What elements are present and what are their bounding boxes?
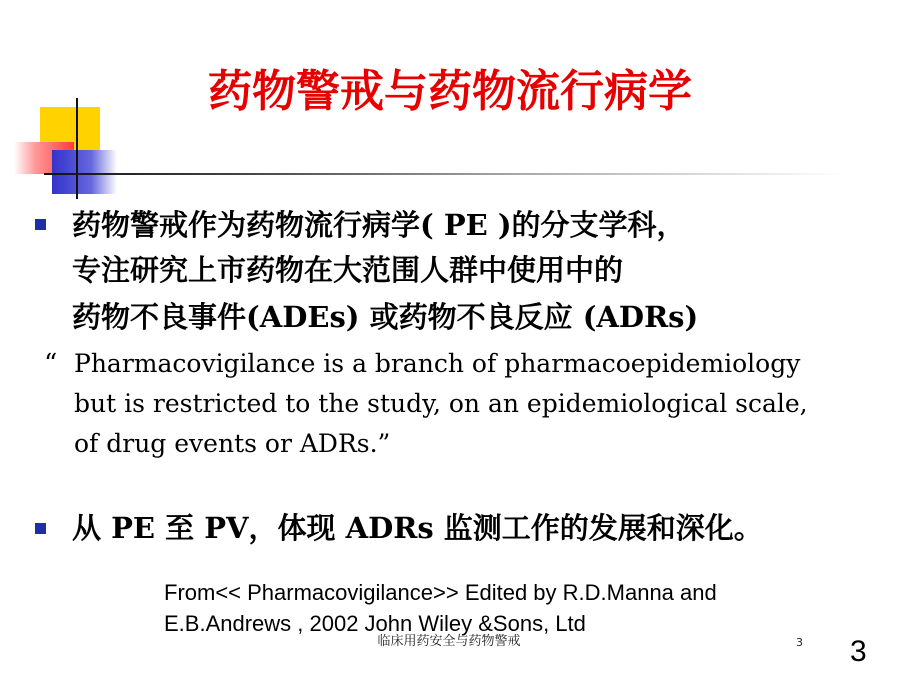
source-line-1: From<< Pharmacovigilance>> Edited by R.D.Manna and	[164, 580, 717, 605]
footer-page-number: 3	[796, 636, 803, 649]
bullet1-line-1: 药物警戒作为药物流行病学( PE )的分支学科，	[72, 208, 686, 242]
decor-vertical-line	[76, 98, 78, 199]
slide-number: 3	[850, 635, 867, 668]
slide-title: 药物警戒与药物流行病学	[208, 66, 692, 117]
bullet-square-icon	[35, 219, 46, 230]
footer-text: 临床用药安全与药物警戒	[377, 634, 521, 649]
decor-blue-square	[52, 150, 117, 194]
quote-line-1: Pharmacovigilance is a branch of pharmacoepidemiology	[74, 349, 801, 378]
source-line-2: E.B.Andrews , 2002 John Wiley &Sons, Ltd	[164, 611, 586, 636]
bullet2-text: 从 PE 至 PV，体现 ADRs 监测工作的发展和深化。	[72, 511, 763, 545]
quote-line-3: of drug events or ADRs.”	[74, 429, 391, 458]
bullet1-line-3: 药物不良事件(ADEs) 或药物不良反应 (ADRs)	[72, 300, 699, 334]
title-divider-line	[44, 173, 844, 175]
opening-quote-mark: “	[44, 349, 58, 379]
bullet-square-icon	[35, 523, 46, 534]
quote-line-2: but is restricted to the study, on an epidemiological scale,	[74, 389, 808, 418]
bullet1-line-2: 专注研究上市药物在大范围人群中使用中的	[72, 253, 624, 287]
